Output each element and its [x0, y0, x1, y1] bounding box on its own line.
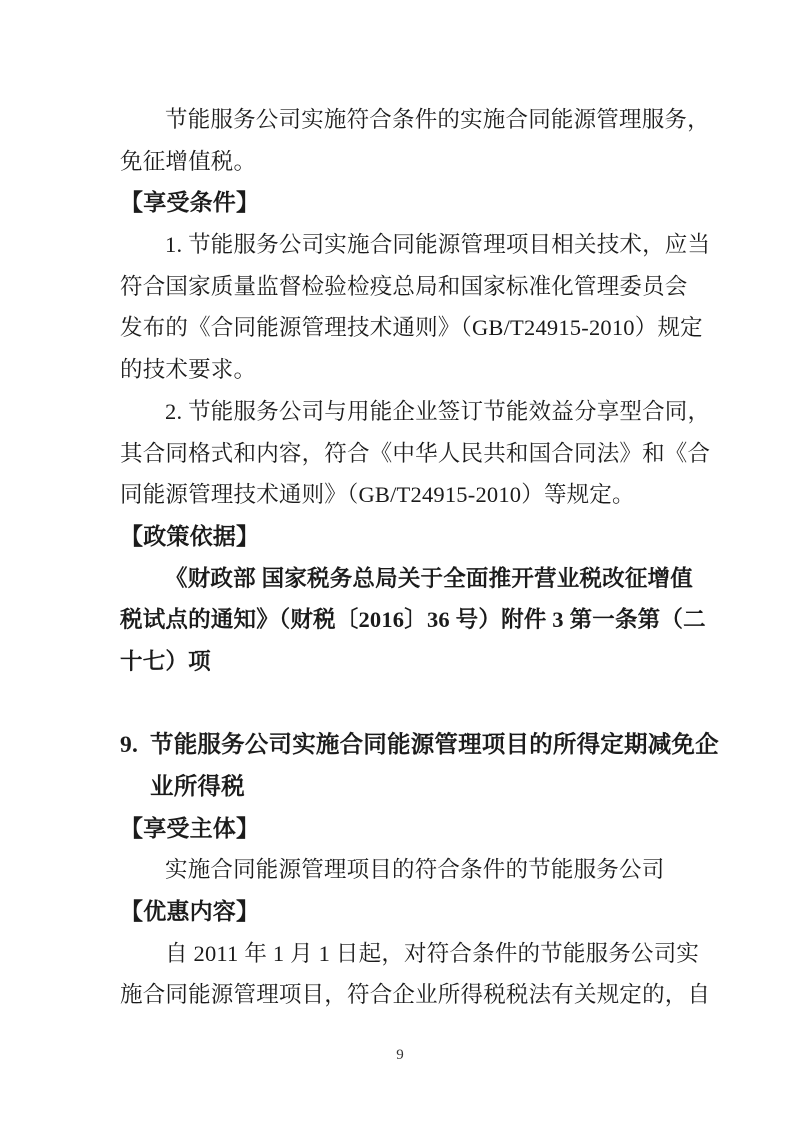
conditions-item-2-line-1: 2. 节能服务公司与用能企业签订节能效益分享型合同，	[165, 398, 711, 424]
page-footer	[0, 1044, 800, 1066]
conditions-item-2-line-3: 同能源管理技术通则》（GB/T24915-2010）等规定。	[120, 482, 635, 508]
conditions-item-1-line-3: 发布的《合同能源管理技术通则》（GB/T24915-2010）规定	[120, 315, 703, 341]
conditions-item-1-line-1: 1. 节能服务公司实施合同能源管理项目相关技术，应当	[165, 232, 711, 258]
intro-paragraph-line-1: 节能服务公司实施符合条件的实施合同能源管理服务，	[165, 107, 710, 132]
benefit-line-1: 自 2011 年 1 月 1 日起，对符合条件的节能服务公司实	[165, 940, 700, 966]
document-body	[120, 99, 719, 1016]
benefit-line-2: 施合同能源管理项目，符合企业所得税税法有关规定的，自	[120, 982, 711, 1008]
policy-basis-citation-line-2: 税试点的通知》（财税〔2016〕36 号）附件 3 第一条第（二	[120, 607, 706, 633]
subject-line: 实施合同能源管理项目的符合条件的节能服务公司	[165, 857, 665, 883]
intro-paragraph-line-2: 免征增值税。	[120, 148, 257, 174]
item-9-heading-number: 9.	[120, 732, 139, 759]
page-number: 9	[396, 1047, 404, 1063]
item-9-heading-line-2: 业所得税	[150, 773, 245, 799]
conditions-item-1-line-2: 符合国家质量监督检验检疫总局和国家标准化管理委员会	[120, 273, 688, 299]
blank-line	[120, 683, 686, 725]
benefit-section-header: 【优惠内容】	[120, 898, 260, 925]
conditions-item-2-line-2: 其合同格式和内容，符合《中华人民共和国合同法》和《合	[120, 440, 711, 466]
policy-basis-citation-line-1: 《财政部 国家税务总局关于全面推开营业税改征增值	[165, 565, 693, 591]
conditions-section-header: 【享受条件】	[120, 189, 260, 216]
item-9-heading-line-1	[120, 724, 719, 766]
conditions-item-1-line-4: 的技术要求。	[120, 357, 257, 383]
item-9-heading-title: 节能服务公司实施合同能源管理项目的所得定期减免企	[150, 731, 719, 758]
policy-basis-citation-line-3: 十七）项	[120, 648, 211, 674]
policy-basis-section-header: 【政策依据】	[120, 522, 260, 549]
subject-section-header: 【享受主体】	[120, 814, 260, 841]
